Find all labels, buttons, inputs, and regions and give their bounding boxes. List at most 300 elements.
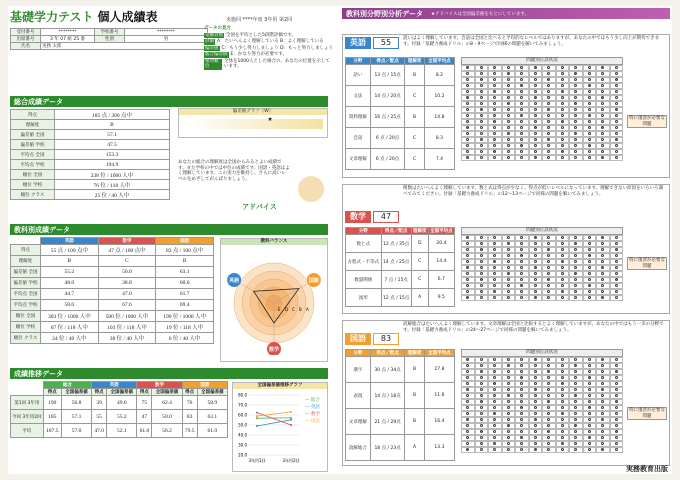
answer-mark-icon [534, 284, 537, 287]
answer-mark-icon [480, 96, 483, 99]
balance-title: 教科バランス [221, 239, 327, 245]
subject-cell: 38.8 [98, 278, 156, 289]
answer-mark-icon [615, 102, 618, 105]
trend-svg [233, 389, 327, 471]
trend-graph [232, 382, 328, 472]
answer-mark-icon [574, 138, 577, 141]
notes-panel [204, 26, 334, 92]
answer-mark-icon [574, 278, 577, 281]
answer-mark-icon [561, 430, 564, 433]
trend-tick-label: 60.0 [238, 412, 247, 417]
answer-mark-icon [520, 430, 523, 433]
answer-mark-icon [615, 358, 618, 361]
field-score: 6 点 / 20点 [370, 128, 405, 149]
trend-legend-item: ― 英語 [305, 404, 320, 410]
trend-cell: 50.0 [152, 410, 182, 424]
answer-mark-icon [507, 108, 510, 111]
answer-mark-icon [480, 144, 483, 147]
overall-row-label: 順位 学校 [11, 180, 55, 190]
answer-mark-icon [601, 290, 604, 293]
answer-mark-icon [466, 364, 469, 367]
answer-mark-icon [615, 412, 618, 415]
notes-list [204, 33, 334, 70]
answer-mark-icon [615, 248, 618, 251]
answer-mark-icon [561, 278, 564, 281]
answer-mark-icon [480, 66, 483, 69]
answer-mark-icon [574, 430, 577, 433]
answer-mark-icon [547, 66, 550, 69]
answer-mark-icon [561, 66, 564, 69]
radar-svg [221, 245, 327, 355]
answer-mark-icon [615, 284, 618, 287]
subject-row-label: 得点 [11, 245, 41, 256]
answer-mark-icon [615, 96, 618, 99]
answer-mark-icon [547, 358, 550, 361]
overall-row-label: 順位 全国 [11, 170, 55, 180]
answer-mark-icon [480, 394, 483, 397]
field-rank: B [405, 383, 424, 409]
trend-point [290, 424, 292, 426]
radar-label: 英語 [229, 277, 240, 284]
answer-mark-icon [574, 66, 577, 69]
answer-mark-icon [507, 442, 510, 445]
field-field: 数量関係 [346, 271, 382, 289]
advice-text: あなたの総合の理解度は全国からみるとよい成績です。また学校の中では中位の成績です。国語・英語はよく理解しています。この実力を維持し、さらに高いレベルをめざしてがんばりましょう。 [178, 160, 290, 182]
subject-row-label: 順位 学校 [11, 322, 41, 333]
answer-mark-icon [534, 84, 537, 87]
answer-mark-icon [561, 126, 564, 129]
trend-cell: 39 [92, 396, 107, 410]
answer-mark-icon [574, 248, 577, 251]
answer-mark-icon [534, 266, 537, 269]
answer-mark-icon [507, 370, 510, 373]
english-field-table: 分野 得点／配点 理解度 全国平均点 語い 13 点 / 15点 B 8.2 文法 14 点 / 20点 C 10.2 資料理解 16 点 / 25点 B 14.8 会話 6 点 / 20点 C 8.3 文章理解 6 点 / 20点 C 7.4 [345, 57, 455, 170]
answer-mark-icon [534, 382, 537, 385]
answer-mark-icon [547, 236, 550, 239]
answer-mark-icon [520, 406, 523, 409]
overall-row [11, 170, 170, 180]
answer-cell [488, 155, 502, 161]
answer-mark-icon [493, 248, 496, 251]
answer-mark-icon [480, 284, 483, 287]
overall-row-value: 57.1 [55, 130, 170, 140]
answer-mark-icon [561, 138, 564, 141]
answer-mark-icon [520, 376, 523, 379]
answer-mark-icon [547, 90, 550, 93]
answer-mark-icon [601, 448, 604, 451]
trend-cell: 49.0 [107, 396, 137, 410]
subject-cell: 58.0 [41, 300, 99, 311]
answer-mark-icon [507, 242, 510, 245]
answer-cell [529, 155, 543, 161]
answer-mark-icon [561, 254, 564, 257]
answer-mark-icon [507, 388, 510, 391]
answer-mark-icon [507, 120, 510, 123]
answer-mark-icon [574, 114, 577, 117]
overall-row-label: 平均点 全国 [11, 150, 55, 160]
answer-mark-icon [507, 84, 510, 87]
answer-mark-icon [493, 132, 496, 135]
math-answer-grid [461, 227, 623, 311]
answer-cell [596, 447, 610, 453]
trend-series-line [257, 411, 291, 415]
answer-mark-icon [615, 236, 618, 239]
subject-row-label: 順位 クラス [11, 333, 41, 344]
answer-mark-icon [588, 278, 591, 281]
field-dev: 7.4 [424, 149, 454, 170]
answer-mark-icon [520, 242, 523, 245]
field-rank: B [405, 107, 424, 128]
answer-mark-icon [466, 132, 469, 135]
subject-row [11, 322, 214, 333]
answer-mark-icon [507, 138, 510, 141]
answer-mark-icon [520, 138, 523, 141]
answer-mark-icon [601, 364, 604, 367]
trend-subheader: 全国偏差値 [107, 389, 137, 396]
answer-mark-icon [507, 90, 510, 93]
answer-mark-icon [561, 296, 564, 299]
answer-mark-icon [493, 108, 496, 111]
trend-subheader: 得点 [43, 389, 61, 396]
note-tag: 受験者数 [205, 32, 223, 38]
answer-mark-icon [534, 66, 537, 69]
answer-mark-icon [466, 370, 469, 373]
answer-mark-icon [601, 96, 604, 99]
analysis-section [342, 8, 670, 474]
answer-mark-icon [574, 102, 577, 105]
radar-scale-label: D [285, 306, 289, 312]
answer-mark-icon [480, 388, 483, 391]
answer-mark-icon [615, 72, 618, 75]
subject-cell: 24 位 / 40 人中 [41, 333, 99, 344]
answer-mark-icon [507, 358, 510, 361]
answer-cell [610, 295, 624, 301]
answer-mark-icon [493, 242, 496, 245]
answer-mark-icon [588, 156, 591, 159]
overall-row-label: 平均点 学校 [11, 160, 55, 170]
answer-mark-icon [466, 436, 469, 439]
answer-cell [515, 155, 529, 161]
answer-mark-icon [466, 96, 469, 99]
answer-mark-icon [480, 90, 483, 93]
field-field: 語い [346, 65, 371, 86]
answer-mark-icon [615, 90, 618, 93]
answer-mark-icon [547, 364, 550, 367]
subject-row [11, 289, 214, 300]
subject-row-label: 偏差値 全国 [11, 267, 41, 278]
answer-mark-icon [534, 296, 537, 299]
answer-mark-icon [574, 388, 577, 391]
answer-mark-icon [466, 406, 469, 409]
answer-mark-icon [561, 150, 564, 153]
answer-mark-icon [493, 272, 496, 275]
answer-mark-icon [466, 412, 469, 415]
trend-title: 成績推移データ [10, 368, 328, 379]
answer-cell [529, 447, 543, 453]
answer-mark-icon [561, 272, 564, 275]
subject-table [10, 237, 214, 344]
answer-mark-icon [493, 266, 496, 269]
subject-row [11, 256, 214, 267]
trend-cell: 52.1 [107, 424, 137, 438]
answer-mark-icon [534, 144, 537, 147]
answer-mark-icon [601, 442, 604, 445]
answer-mark-icon [493, 138, 496, 141]
answer-mark-icon [547, 272, 550, 275]
answer-cell [583, 295, 597, 301]
answer-mark-icon [466, 72, 469, 75]
answer-mark-icon [493, 388, 496, 391]
overall-row-value: 25 位 / 40 人中 [55, 190, 170, 200]
answer-cell [583, 155, 597, 161]
subject-cell: 50.0 [98, 267, 156, 278]
answer-mark-icon [520, 90, 523, 93]
answer-mark-icon [466, 394, 469, 397]
answer-mark-icon [520, 364, 523, 367]
answer-mark-icon [615, 114, 618, 117]
answer-mark-icon [480, 370, 483, 373]
answer-mark-icon [520, 254, 523, 257]
answer-mark-icon [601, 394, 604, 397]
notes-title: データの見方 [204, 26, 231, 31]
answer-mark-icon [507, 102, 510, 105]
answer-mark-icon [547, 266, 550, 269]
subject-row-label: 平均点 全国 [11, 289, 41, 300]
report-page [8, 6, 672, 474]
field-score: 14 点 / 25点 [381, 253, 411, 271]
answer-cell [610, 155, 624, 161]
answer-mark-icon [493, 442, 496, 445]
japanese-analysis: 国語 83 読解総合はたいへんよく理解しています。文章理解は全国と比較するとよく理解していますが、あなたの中ではもう一歩の分野です。付録「基礎力養成ドリル」の24～27ページで同様の問題を解いてみましょう。 分野 得点／配点 理解度 全国平均点 漢字 30 点 / 34点 B 27.8 表現 14 点 / 18点 B 11.6 文章理解 21 点 / 29点 B 16.4 読解総合 18 点 / 23点 A 13.3 問題別正誤状況 特に復習が必要な問題 [342, 320, 670, 466]
answer-mark-icon [615, 138, 618, 141]
answer-mark-icon [466, 296, 469, 299]
answer-mark-icon [493, 120, 496, 123]
answer-mark-icon [615, 144, 618, 147]
answer-mark-icon [493, 260, 496, 263]
answer-mark-icon [561, 144, 564, 147]
answer-cell [556, 295, 570, 301]
answer-mark-icon [493, 254, 496, 257]
answer-mark-icon [520, 424, 523, 427]
answer-mark-icon [561, 412, 564, 415]
answer-mark-icon [615, 418, 618, 421]
answer-cell [461, 447, 475, 453]
answer-mark-icon [507, 364, 510, 367]
answer-mark-icon [615, 436, 618, 439]
answer-mark-icon [466, 382, 469, 385]
answer-cell [502, 155, 516, 161]
trend-cell: 63.1 [197, 410, 227, 424]
receipt-number: ******** [41, 29, 95, 36]
answer-cell [569, 447, 583, 453]
answer-mark-icon [547, 254, 550, 257]
field-field: 文章理解 [346, 409, 371, 435]
answer-mark-icon [547, 150, 550, 153]
answer-mark-icon [615, 260, 618, 263]
student-info-table: 受付番号 ******** 学校番号 ******** 出席番号 3 年 07 組 25 番 性別 男 氏名 実務 太郎 [10, 28, 208, 50]
answer-cell [542, 295, 556, 301]
answer-mark-icon [480, 120, 483, 123]
field-dev: 11.6 [424, 383, 454, 409]
answer-mark-icon [615, 66, 618, 69]
field-score: 12 点 / 35点 [381, 235, 411, 253]
answer-mark-icon [615, 290, 618, 293]
answer-mark-icon [561, 364, 564, 367]
answer-mark-icon [615, 382, 618, 385]
answer-mark-icon [507, 436, 510, 439]
answer-cell [542, 155, 556, 161]
answer-mark-icon [520, 412, 523, 415]
field-rank: B [405, 409, 424, 435]
answer-mark-icon [480, 430, 483, 433]
answer-cell [502, 447, 516, 453]
overall-row [11, 140, 170, 150]
trend-subheader: 全国偏差値 [197, 389, 227, 396]
answer-mark-icon [520, 248, 523, 251]
answer-mark-icon [493, 236, 496, 239]
answer-mark-icon [466, 284, 469, 287]
answer-mark-icon [520, 394, 523, 397]
answer-mark-icon [507, 394, 510, 397]
answer-mark-icon [493, 290, 496, 293]
answer-cell [542, 447, 556, 453]
field-dev: 8.2 [424, 65, 454, 86]
answer-mark-icon [561, 84, 564, 87]
answer-mark-icon [520, 114, 523, 117]
answer-mark-icon [480, 296, 483, 299]
overall-row-value: B [55, 120, 170, 130]
answer-mark-icon [493, 126, 496, 129]
answer-mark-icon [588, 84, 591, 87]
answer-mark-icon [534, 436, 537, 439]
trend-point [256, 411, 258, 413]
answer-mark-icon [493, 364, 496, 367]
answer-mark-icon [574, 254, 577, 257]
answer-mark-icon [561, 406, 564, 409]
answer-mark-icon [507, 412, 510, 415]
answer-mark-icon [547, 376, 550, 379]
answer-mark-icon [466, 400, 469, 403]
note-tag: 総合偏差値 [205, 52, 228, 57]
answer-cell [596, 295, 610, 301]
answer-mark-icon [601, 400, 604, 403]
answer-mark-icon [520, 78, 523, 81]
field-rank: B [405, 65, 424, 86]
answer-mark-icon [574, 144, 577, 147]
answer-mark-icon [507, 424, 510, 427]
answer-mark-icon [547, 430, 550, 433]
trend-row [11, 424, 228, 438]
japanese-answer-grid [461, 349, 623, 463]
answer-mark-icon [466, 418, 469, 421]
answer-mark-icon [466, 272, 469, 275]
answer-cell [610, 447, 624, 453]
answer-mark-icon [534, 272, 537, 275]
answer-mark-icon [561, 78, 564, 81]
answer-mark-icon [507, 400, 510, 403]
answer-mark-icon [588, 254, 591, 257]
note-text: E：かなり努力が必要です。 [230, 52, 287, 57]
trend-subheader: 得点 [182, 389, 197, 396]
answer-mark-icon [615, 296, 618, 299]
answer-mark-icon [480, 358, 483, 361]
balance-chart [220, 238, 328, 362]
answer-mark-icon [601, 150, 604, 153]
answer-mark-icon [466, 278, 469, 281]
answer-mark-icon [574, 296, 577, 299]
answer-mark-icon [466, 442, 469, 445]
overall-row-value: 185 点 / 300 点中 [55, 110, 170, 120]
field-rank: B [405, 357, 424, 383]
answer-mark-icon [588, 442, 591, 445]
field-dev: 9.5 [428, 289, 454, 307]
answer-mark-icon [601, 126, 604, 129]
answer-mark-icon [534, 78, 537, 81]
answer-mark-icon [547, 436, 550, 439]
answer-mark-icon [601, 66, 604, 69]
answer-mark-icon [588, 266, 591, 269]
answer-mark-icon [601, 254, 604, 257]
trend-cell: 61.0 [197, 424, 227, 438]
english-special: 特に復習が必要な問題 [629, 116, 665, 127]
answer-mark-icon [574, 424, 577, 427]
subject-cell: 55.2 [41, 267, 99, 278]
answer-mark-icon [493, 382, 496, 385]
answer-mark-icon [507, 406, 510, 409]
trend-tick-label: 20.0 [238, 452, 247, 457]
answer-mark-icon [588, 382, 591, 385]
answer-mark-icon [574, 90, 577, 93]
answer-mark-icon [534, 430, 537, 433]
answer-mark-icon [520, 120, 523, 123]
field-field: 文法 [346, 86, 371, 107]
answer-mark-icon [574, 284, 577, 287]
answer-mark-icon [588, 412, 591, 415]
answer-mark-icon [507, 114, 510, 117]
answer-mark-icon [534, 424, 537, 427]
answer-mark-icon [588, 138, 591, 141]
subject-cell: 69.4 [156, 300, 214, 311]
answer-mark-icon [480, 272, 483, 275]
subject-row [11, 267, 214, 278]
answer-mark-icon [507, 278, 510, 281]
field-row [346, 65, 455, 86]
answer-mark-icon [574, 370, 577, 373]
answer-mark-icon [561, 108, 564, 111]
answer-mark-icon [493, 102, 496, 105]
answer-mark-icon [588, 448, 591, 451]
answer-cell [596, 155, 610, 161]
answer-mark-icon [466, 376, 469, 379]
answer-mark-icon [574, 358, 577, 361]
answer-mark-icon [601, 388, 604, 391]
answer-mark-icon [507, 260, 510, 263]
answer-mark-icon [520, 132, 523, 135]
trend-x-label: 3年用2回 [282, 457, 300, 463]
answer-mark-icon [615, 394, 618, 397]
answer-mark-icon [588, 296, 591, 299]
field-field: 数と式 [346, 235, 382, 253]
answer-mark-icon [574, 108, 577, 111]
answer-grid-header: 問題別正誤状況 [461, 349, 623, 357]
answer-mark-icon [534, 114, 537, 117]
answer-mark-icon [601, 266, 604, 269]
answer-mark-icon [480, 260, 483, 263]
answer-cell [556, 155, 570, 161]
note-tag: 相対順位 [204, 59, 222, 70]
subject-row-label: 理解度 [11, 256, 41, 267]
answer-mark-icon [601, 412, 604, 415]
